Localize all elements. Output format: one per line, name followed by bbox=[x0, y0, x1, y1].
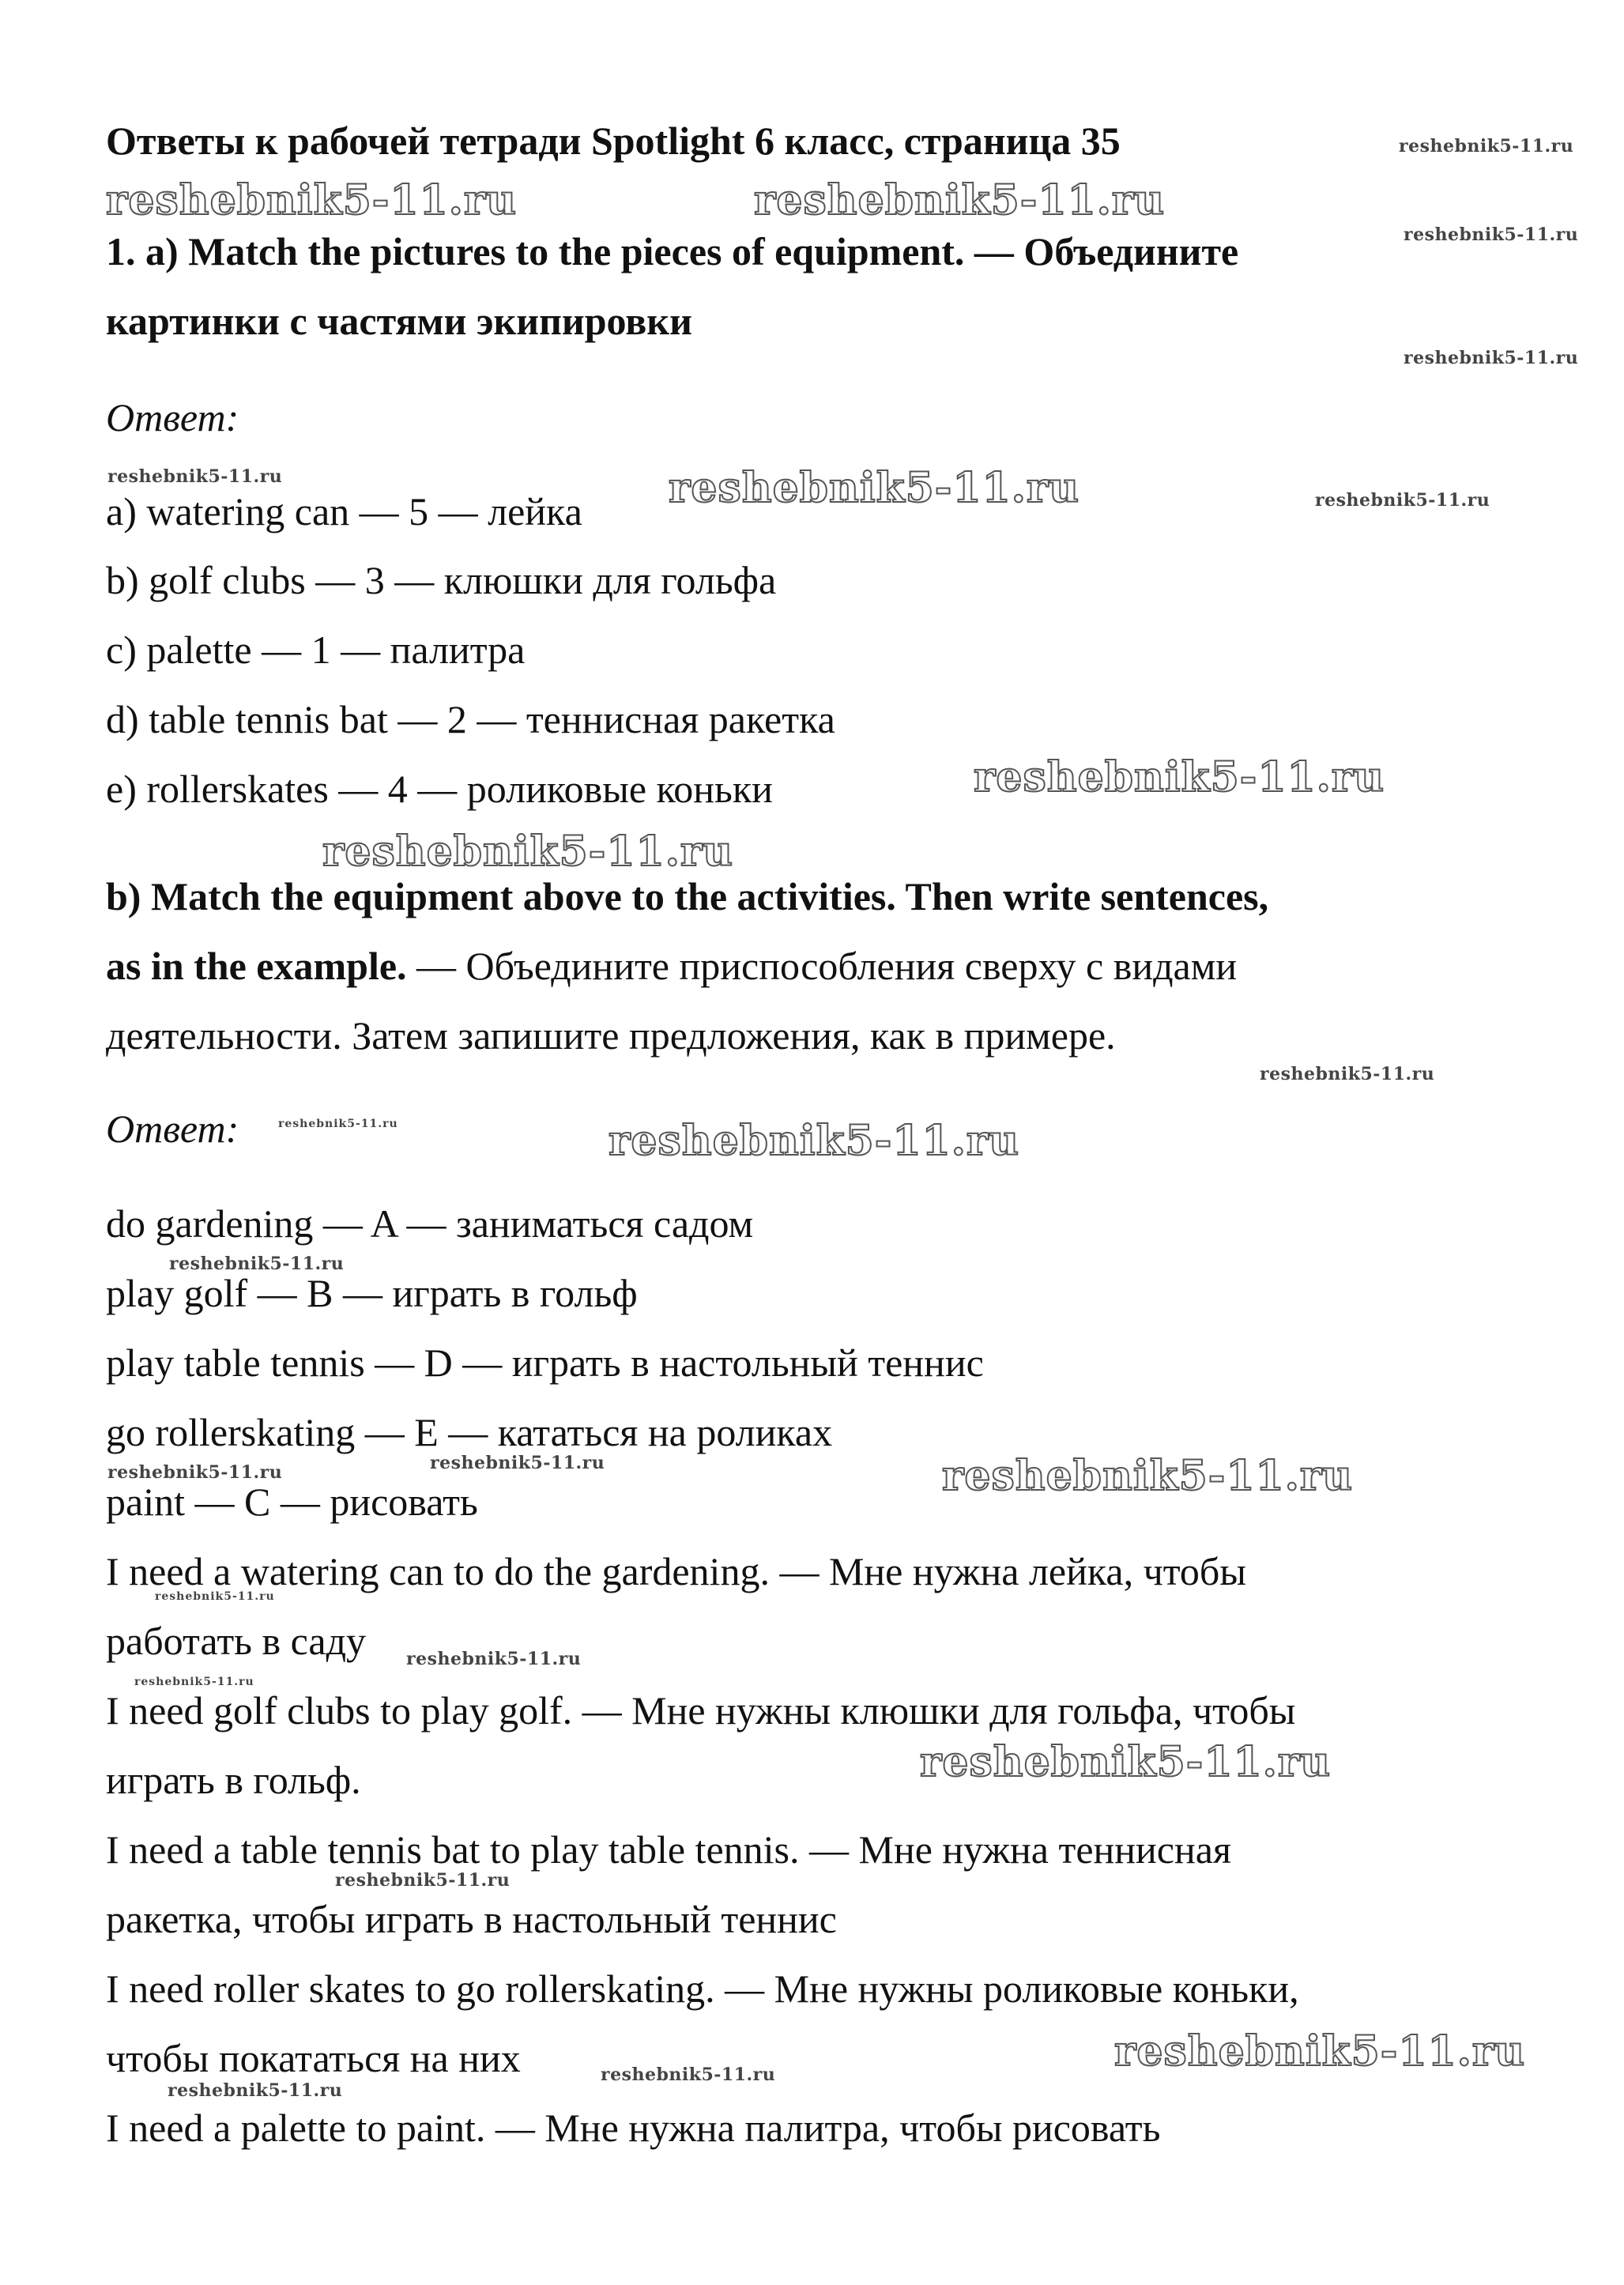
answer-label-a: Ответ: bbox=[106, 395, 239, 439]
watermark: reshebnik5-11.ru bbox=[107, 1462, 283, 1483]
watermark: reshebnik5-11.ru bbox=[168, 2080, 343, 2101]
watermark: reshebnik5-11.ru bbox=[974, 753, 1385, 801]
answer-a-item: c) palette — 1 — палитра bbox=[106, 628, 526, 672]
watermark: reshebnik5-11.ru bbox=[155, 1590, 275, 1603]
sentence-line: играть в гольф. bbox=[106, 1758, 361, 1802]
exercise-b-heading-line3: деятельности. Затем запишите предложения, как в примере. bbox=[106, 1013, 1116, 1058]
watermark: reshebnik5-11.ru bbox=[601, 2064, 776, 2085]
sentence-line: чтобы покататься на них bbox=[106, 2036, 521, 2080]
watermark: reshebnik5-11.ru bbox=[106, 176, 518, 224]
exercise-b-heading-line1: b) Match the equipment above to the activities. Then write sentences, bbox=[106, 874, 1269, 918]
watermark: reshebnik5-11.ru bbox=[920, 1738, 1332, 1786]
activity-item: play table tennis — D — играть в настольный теннис bbox=[106, 1340, 984, 1385]
sentence-line: I need golf clubs to play golf. — Мне нужны клюшки для гольфа, чтобы bbox=[106, 1688, 1296, 1733]
sentence-line: I need a watering can to do the gardening. — Мне нужна лейка, чтобы bbox=[106, 1549, 1246, 1593]
answer-label-b: Ответ: bbox=[106, 1107, 239, 1151]
watermark: reshebnik5-11.ru bbox=[609, 1117, 1020, 1165]
sentence-line: I need roller skates to go rollerskating. — Мне нужны роликовые коньки, bbox=[106, 1966, 1299, 2011]
sentence-line: работать в саду bbox=[106, 1619, 367, 1663]
watermark: reshebnik5-11.ru bbox=[1404, 348, 1579, 368]
answer-a-item: d) table tennis bat — 2 — теннисная ракетка bbox=[106, 697, 835, 741]
watermark: reshebnik5-11.ru bbox=[169, 1254, 345, 1274]
sentence-line: I need a palette to paint. — Мне нужна палитра, чтобы рисовать bbox=[106, 2106, 1161, 2150]
answer-a-item: a) watering can — 5 — лейка bbox=[106, 489, 582, 534]
activity-item: play golf — B — играть в гольф bbox=[106, 1271, 638, 1315]
activity-item: paint — C — рисовать bbox=[106, 1480, 478, 1524]
exercise-a-heading-line2: картинки с частями экипировки bbox=[106, 299, 692, 343]
watermark: reshebnik5-11.ru bbox=[1404, 224, 1579, 245]
watermark: reshebnik5-11.ru bbox=[754, 176, 1166, 224]
answer-a-item: e) rollerskates — 4 — роликовые коньки bbox=[106, 767, 773, 811]
sentence-line: I need a table tennis bat to play table tennis. — Мне нужна теннисная bbox=[106, 1827, 1231, 1872]
watermark: reshebnik5-11.ru bbox=[134, 1676, 254, 1688]
answer-a-item: b) golf clubs — 3 — клюшки для гольфа bbox=[106, 558, 777, 602]
sentence-line: ракетка, чтобы играть в настольный теннис bbox=[106, 1897, 837, 1941]
exercise-b-heading-rest: — Объедините приспособления сверху с видами bbox=[406, 944, 1238, 988]
watermark: reshebnik5-11.ru bbox=[278, 1118, 398, 1130]
watermark: reshebnik5-11.ru bbox=[406, 1649, 582, 1669]
exercise-a-heading-line1: 1. a) Match the pictures to the pieces of equipment. — Объедините bbox=[106, 229, 1239, 273]
activity-item: go rollerskating — E — кататься на роликах bbox=[106, 1410, 833, 1454]
watermark: reshebnik5-11.ru bbox=[1315, 490, 1490, 511]
watermark: reshebnik5-11.ru bbox=[107, 466, 283, 487]
watermark: reshebnik5-11.ru bbox=[1114, 2027, 1526, 2076]
watermark: reshebnik5-11.ru bbox=[942, 1452, 1354, 1500]
watermark: reshebnik5-11.ru bbox=[1399, 136, 1574, 156]
watermark: reshebnik5-11.ru bbox=[322, 828, 734, 876]
watermark: reshebnik5-11.ru bbox=[335, 1870, 511, 1891]
watermark: reshebnik5-11.ru bbox=[669, 464, 1080, 512]
watermark: reshebnik5-11.ru bbox=[1260, 1064, 1435, 1084]
watermark: reshebnik5-11.ru bbox=[430, 1453, 605, 1473]
exercise-b-heading-bold: as in the example. bbox=[106, 944, 407, 988]
activity-item: do gardening — A — заниматься садом bbox=[106, 1201, 754, 1246]
page-title: Ответы к рабочей тетради Spotlight 6 класс, страница 35 bbox=[106, 119, 1121, 163]
exercise-b-heading-line2 bbox=[106, 942, 1237, 990]
